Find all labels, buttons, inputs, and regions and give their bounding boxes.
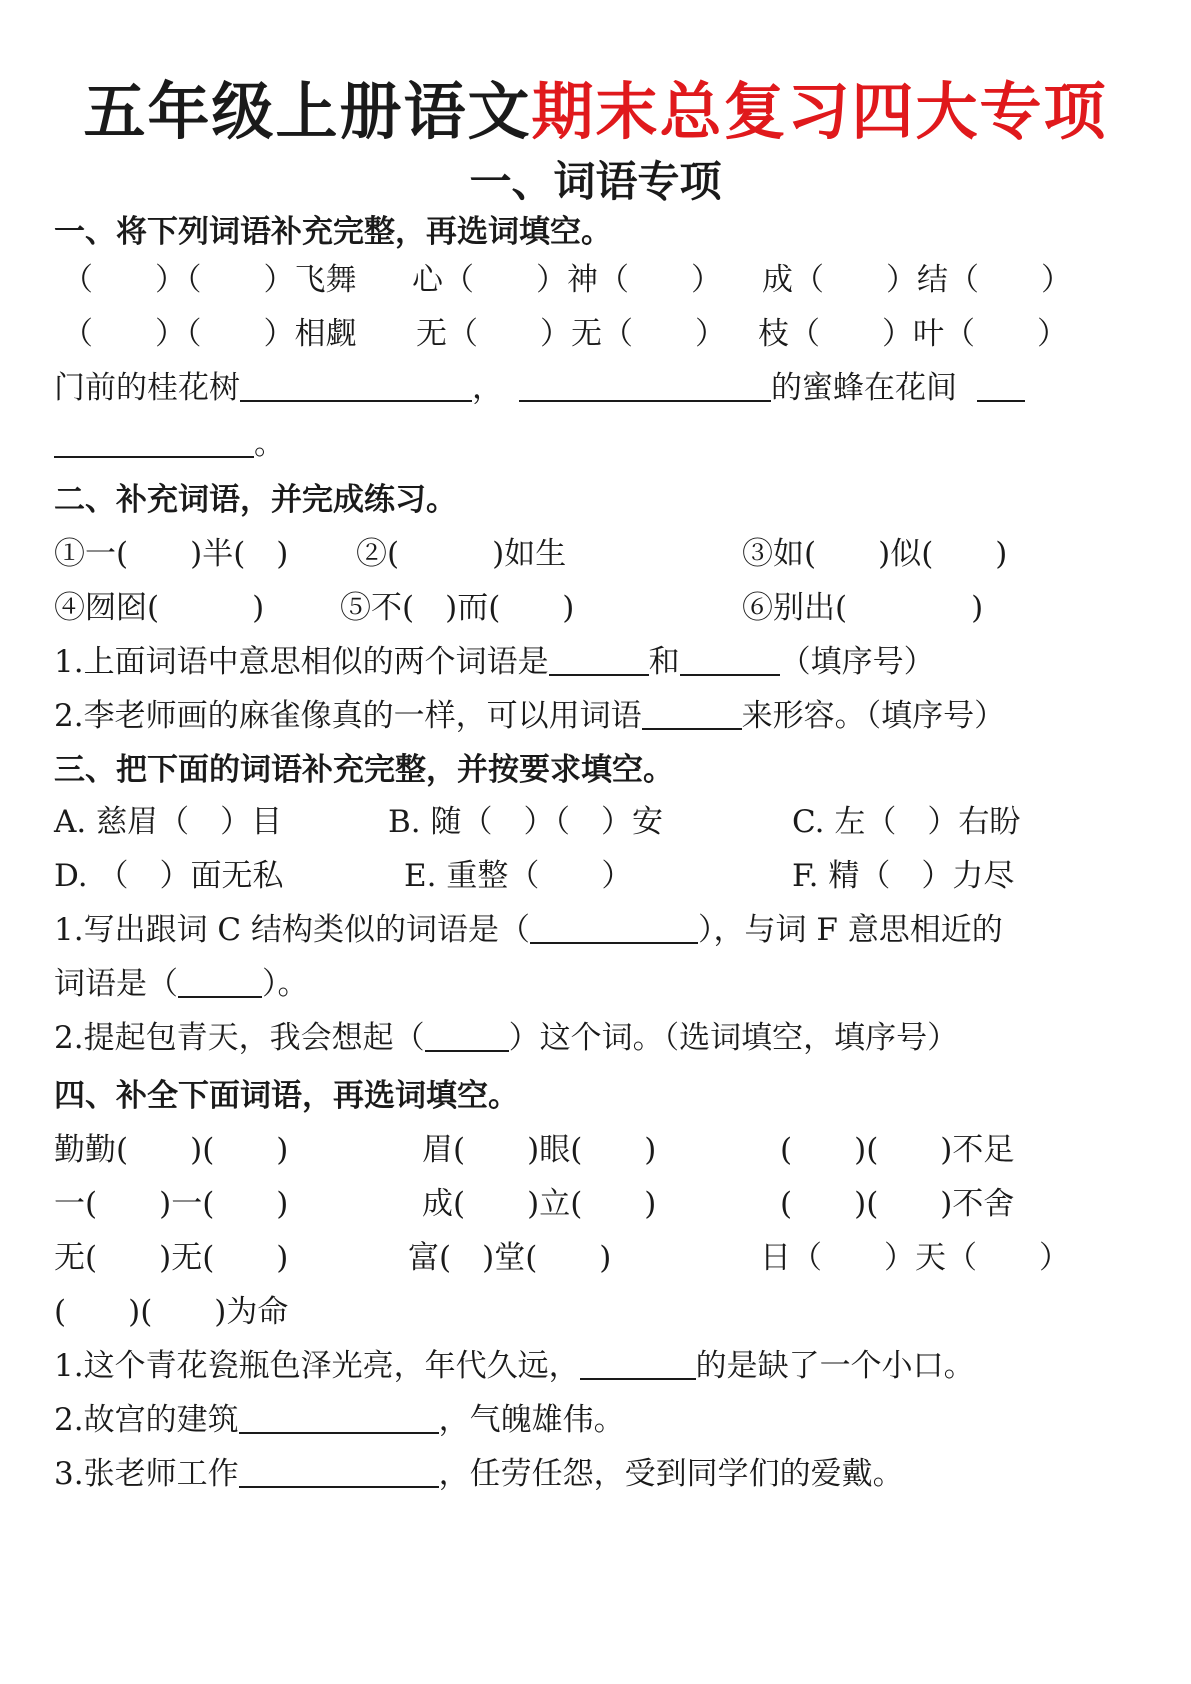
fill-blank[interactable] <box>519 370 771 402</box>
s3-heading: 三、把下面的词语补充完整，并按要求填空。 <box>54 752 674 788</box>
fill-blank[interactable] <box>549 644 649 676</box>
section-subtitle: 一、词语专项 <box>469 157 722 206</box>
s4-r1-c1: 勤勤( )( ) <box>54 1132 289 1168</box>
fill-blank[interactable] <box>642 698 742 730</box>
s3-q1-cont: 词语是（ ）。 <box>54 966 309 1002</box>
s4-q3: 3.张老师工作 ，任劳任怨，受到同学们的爱戴。 <box>54 1456 904 1492</box>
s1-r2-c3: 枝（ ）叶（ ） <box>758 316 1068 352</box>
s1-heading: 一、将下列词语补充完整，再选词填空。 <box>54 214 612 250</box>
fill-blank[interactable] <box>680 644 780 676</box>
fill-blank[interactable] <box>977 370 1025 402</box>
s1-r2-c2: 无（ ）无（ ） <box>416 316 726 352</box>
s2-r1-c3: ③如( )似( ) <box>742 536 1008 572</box>
s3-r2-c3: F. 精（ ）力尽 <box>792 858 1015 894</box>
s2-r2-c3: ⑥别出( ) <box>742 590 984 626</box>
s2-q1: 1.上面词语中意思相似的两个词语是 和 （填序号） <box>54 644 935 680</box>
fill-blank[interactable] <box>240 370 472 402</box>
s1-r2-c1: （ ）（ ）相觑 <box>62 316 357 352</box>
s3-r2-c2: E. 重整（ ） <box>404 858 633 894</box>
s3-r1-c3: C. 左（ ）右盼 <box>792 804 1021 840</box>
s3-r1-c1: A. 慈眉（ ）目 <box>54 804 283 840</box>
fill-blank[interactable] <box>239 1402 439 1434</box>
s2-q2: 2.李老师画的麻雀像真的一样，可以用词语 来形容。（填序号） <box>54 698 1006 734</box>
s4-r3-c3: 日（ ）天（ ） <box>760 1240 1070 1276</box>
s4-heading: 四、补全下面词语，再选词填空。 <box>54 1078 519 1114</box>
s2-heading: 二、补充词语，并完成练习。 <box>54 482 457 518</box>
s1-r1-c1: （ ）（ ）飞舞 <box>62 262 357 298</box>
fill-blank[interactable] <box>178 966 262 998</box>
s4-r2-c3: ( )( )不舍 <box>780 1186 1015 1222</box>
s3-q1: 1.写出跟词 C 结构类似的词语是（ ），与词 F 意思相近的 <box>54 912 1003 948</box>
page-title <box>0 72 1191 152</box>
s4-r3-c1: 无( )无( ) <box>54 1240 289 1276</box>
fill-blank[interactable] <box>54 426 254 458</box>
s4-r2-c2: 成( )立( ) <box>422 1186 657 1222</box>
title-red: 期末总复习四大专项 <box>531 75 1108 148</box>
s4-q2: 2.故宫的建筑 ，气魄雄伟。 <box>54 1402 625 1438</box>
s1-sentence: 门前的桂花树 ， 的蜜蜂在花间 <box>54 366 1025 410</box>
title-black: 五年级上册语文 <box>83 75 532 148</box>
s4-q1: 1.这个青花瓷瓶色泽光亮，年代久远， 的是缺了一个小口。 <box>54 1348 975 1384</box>
s3-r1-c2: B. 随（ ）（ ）安 <box>388 804 663 840</box>
s2-r1-c1: ①一( )半( ) <box>54 536 289 572</box>
s4-r3-c2: 富( )堂( ) <box>408 1240 612 1276</box>
fill-blank[interactable] <box>425 1020 509 1052</box>
s4-r4-c1: ( )( )为命 <box>54 1294 289 1330</box>
s1-sentence-cont: 。 <box>54 422 285 466</box>
s2-r2-c1: ④囫囵( ) <box>54 590 265 626</box>
s2-r1-c2: ②( )如生 <box>356 536 567 572</box>
fill-blank[interactable] <box>239 1456 439 1488</box>
s4-r1-c3: ( )( )不足 <box>780 1132 1015 1168</box>
fill-blank[interactable] <box>580 1348 696 1380</box>
s1-r1-c3: 成（ ）结（ ） <box>762 262 1072 298</box>
fill-blank[interactable] <box>530 912 698 944</box>
s2-r2-c2: ⑤不( )而( ) <box>340 590 575 626</box>
s4-r2-c1: 一( )一( ) <box>54 1186 289 1222</box>
s3-q2: 2.提起包青天，我会想起（ ）这个词。（选词填空，填序号） <box>54 1020 959 1056</box>
s1-r1-c2: 心（ ）神（ ） <box>412 262 722 298</box>
s4-r1-c2: 眉( )眼( ) <box>422 1132 657 1168</box>
s3-r2-c1: D. （ ）面无私 <box>54 858 284 894</box>
